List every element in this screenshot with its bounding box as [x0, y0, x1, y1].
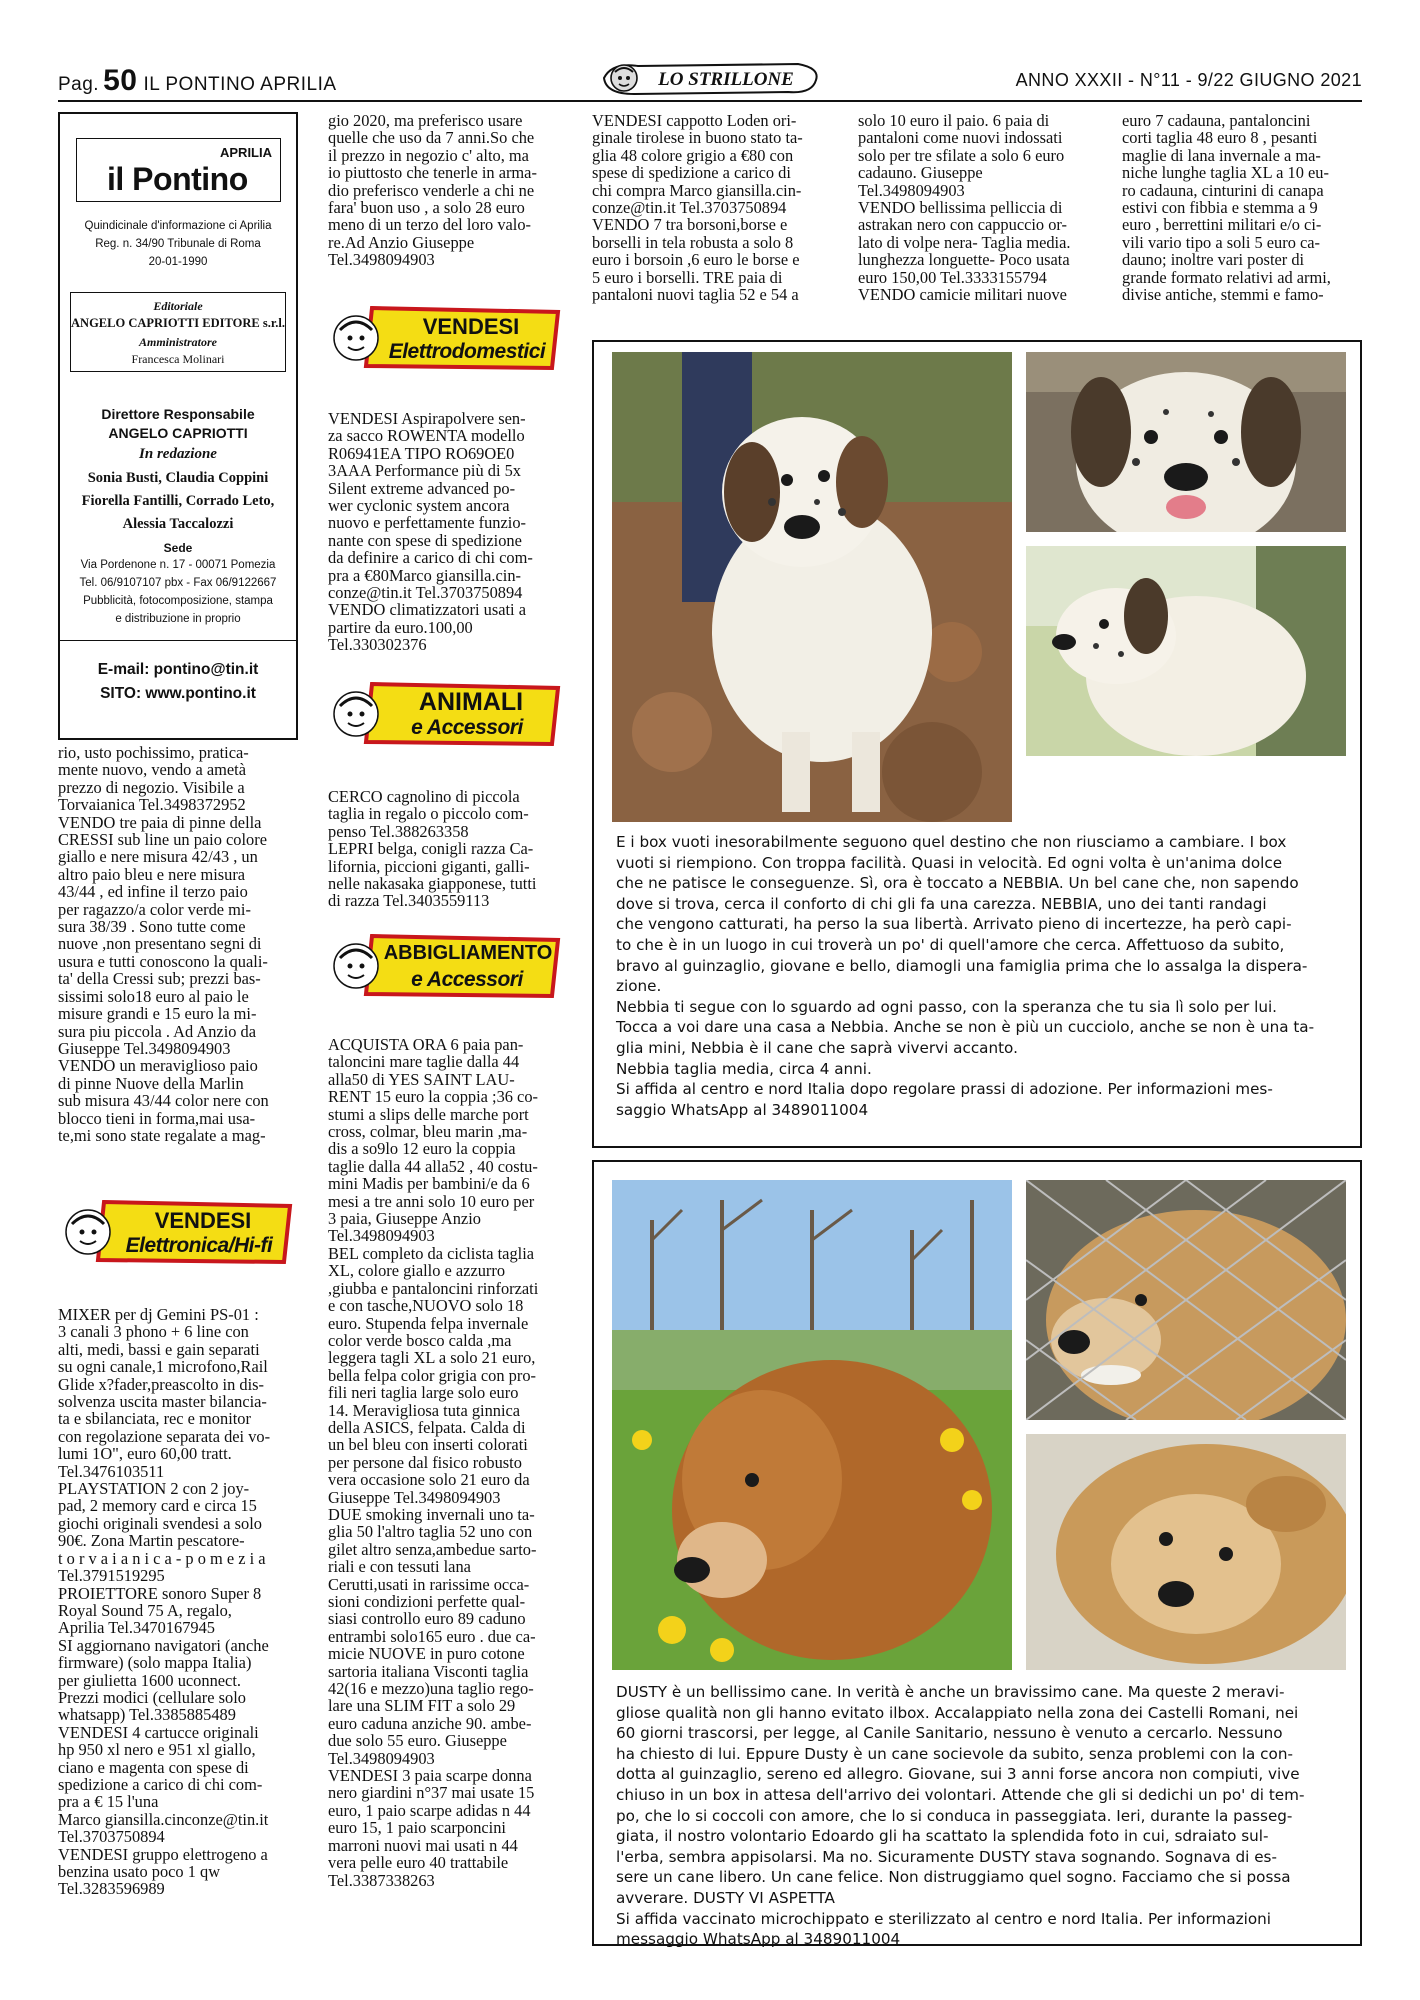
- masthead-reg-date: 20-01-1990: [148, 256, 208, 268]
- adoption-box-dusty: [592, 1160, 1362, 1949]
- dusty-photo-fence: [1026, 1180, 1346, 1420]
- masthead-title: il Pontino: [107, 161, 248, 197]
- staff-line-1: Sonia Busti, Claudia Coppini: [87, 470, 269, 486]
- classifieds-animali: CERCO cagnolino di piccola taglia in regalo o piccolo com- penso Tel.388263358 LEPRI belga, conigli razza Ca- lifornia, piccioni giganti, galli- nelle nakasaka giapponese, tutti di razza Tel.3403559113: [328, 787, 537, 911]
- classifieds-col4-top: solo 10 euro il paio. 6 paia di pantaloni come nuovi indossati solo per tre sfilate a solo 6 euro cadauno. Giuseppe Tel.3498094903 VENDO bellissima pelliccia di astrakan nero con cappuccio or- lato di volpe nera- Taglia media. lunghezza longuette- Poco usata euro 150,00 Tel.3333155794 VENDO camicie militari nuove: [858, 111, 1071, 305]
- banner-animali: [330, 680, 562, 750]
- admin-name: Francesca Molinari: [131, 352, 225, 366]
- page-number: 50: [103, 64, 138, 97]
- masthead-title-box: [76, 138, 281, 202]
- address: Via Pordenone n. 17 - 00071 Pomezia: [80, 559, 276, 571]
- contact-email: E-mail: pontino@tin.it: [97, 661, 259, 678]
- nebbia-description: E i box vuoti inesorabilmente seguono quel destino che non riusciamo a cambiare. I box vuoti si riempiono. Con troppa facilità. Quasi in velocità. Ed ogni volta è un'anima dolce che ne patisce le conseguenze. Sì, ora è toccato a NEBBIA. Un bel cane che, non sapendo dove si trova, cerca il conforto di chi gli fa una carezza. NEBBIA, uno dei tanti randagi che vengono catturati, ha perso la sua libertà. Arrivato pieno di incertezze, ha però capi- to che è in un luogo in cui troverà un po' di quell'amore che cerca. Affettuoso da subito, bravo al guinzaglio, giovane e bello, diamogli una famiglia prima che lo assalga la dispera- zione. Nebbia ti segue con lo sguardo ad ogni passo, con la speranza che tu sia lì solo per lui. Tocca a voi dare una casa a Nebbia. Anche se non è più un cucciolo, anche se non è una ta- glia mini, Nebbia è il cane che saprà vivervi accanto. Nebbia taglia media, circa 4 anni. Si affida al centro e nord Italia dopo regolare prassi di adozione. Per informazioni mes- saggio WhatsApp al 3489011004: [616, 833, 1315, 1119]
- classifieds-col3-top: VENDESI cappotto Loden ori- ginale tirolese in buono stato ta- glia 48 colore grigio a €80 con spese di spedizione a carico di chi compra Marco giansilla.cin- conze@tin.it Tel.3703750894 VENDO 7 tra borsoni,borse e borselli in tela robusta a solo 8 euro i borsoin ,6 euro le borse e 5 euro i borselli. TRE paia di pantaloni nuovi taglia 52 e 54 a: [592, 111, 803, 305]
- classifieds-abbigliamento: ACQUISTA ORA 6 paia pan- taloncini mare taglie dalla 44 alla50 di YES SAINT LAU- RENT 15 euro la coppia ;36 co- stumi a slips delle marche port cross, colmar, bleu marin ,ma- dis a so9lo 12 euro la coppia taglie dalla 44 alla52 , 40 costu- mini Madis per bambini/e da 6 mesi a tre anni solo 10 euro per 3 paia, Giuseppe Anzio Tel.3498094903 BEL completo da ciclista taglia XL, colore giallo e azzurro ,giubba e pantaloncini rinforzati e con tasche,NUOVO solo 18 euro. Stupenda felpa invernale color verde bosco calda ,ma leggera tagli XL a solo 21 euro, bella felpa color grigia con pro- fili neri taglia large solo euro 14. Meravigliosa tuta ginnica della ASICS, felpata. Calda di un bel bleu con inserti colorati per persone dal fisico robusto vera occasione solo 21 euro da Giuseppe Tel.3498094903 DUE smoking invernali uno ta- glia 50 l'altro taglia 52 uno con gilet altro senza,ambedue sarto- riali e con tessuti lana Cerutti,usati in rarissime occa- sioni condizioni perfette qual- siasi controllo euro 89 caduno entrambi solo165 euro . due ca- micie NUOVE in puro cotone sartoria italiana Visconti taglia 42(16 e mezzo)una taglio rego- lare una SLIM FIT a solo 29 euro caduna anziche 90. ambe- due solo 55 euro. Giuseppe Tel.3498094903 VENDESI 3 paia scarpe donna nero giardini n°37 mai usate 15 euro, 1 paio scarpe adidas n 44 euro 15, 1 paio scarponcini marroni nuovi mai usati n 44 vera pelle euro 40 trattabile Tel.3387338263: [328, 1035, 539, 1890]
- publisher-name: ANGELO CAPRIOTTI EDITORE s.r.l.: [71, 316, 285, 330]
- issue-info: ANNO XXXII - N°11 - 9/22 GIUGNO 2021: [1015, 70, 1362, 90]
- page-header-left: [58, 64, 337, 98]
- director-label: Direttore Responsabile: [101, 406, 255, 422]
- banner-vendesi-elettrodomestici: [330, 304, 562, 374]
- logo-text: LO STRILLONE: [658, 69, 794, 90]
- masthead-divider: [60, 640, 296, 641]
- banner-subtitle: Elettrodomestici: [388, 340, 546, 363]
- classifieds-col2-top: gio 2020, ma preferisco usare quelle che uso da 7 anni.So che il prezzo in negozio c' alto, ma io piuttosto che tenerle in arma- dio preferisco venderle a chi ne fara' buon uso , a solo 28 euro meno di un terzo del loro valo- re.Ad Anzio Giuseppe Tel.3498094903: [328, 111, 537, 270]
- masthead-subtitle: Quindicinale d'informazione ci Aprilia: [84, 220, 272, 232]
- contact-site: SITO: www.pontino.it: [100, 685, 256, 702]
- editorial-label: Editoriale: [153, 299, 203, 313]
- nebbia-photo-main: [612, 352, 1012, 822]
- classifieds-col1-top: rio, usto pochissimo, pratica- mente nuovo, vendo a ametà prezzo di negozio. Visibile a Torvaianica Tel.3498372952 VENDO tre paia di pinne della CRESSI sub line un paio colore giallo e nere misura 42/43 , un altro paio bleu e nere misura 43/44 , ed infine il terzo paio per ragazzo/a color verde mi- sura 38/39 . Sono tutte come nuove ,non presentano segni di usura e tutti conoscono la quali- ta' della Cressi sub; prezzi bas- sissimi solo18 euro al paio le misure grandi e 15 euro la mi- sura piu piccola . Ad Anzio da Giuseppe Tel.3498094903 VENDO un meraviglioso paio di pinne Nuove della Marlin sub misura 43/44 color nere con blocco tieni in forma,mai usa- te,mi sono state regalate a mag-: [58, 743, 269, 1145]
- masthead-box: [58, 112, 298, 740]
- masthead-registration: Reg. n. 34/90 Tribunale di Roma: [95, 238, 261, 250]
- classifieds-col1-bottom: MIXER per dj Gemini PS-01 : 3 canali 3 phono + 6 line con alti, medi, bassi e gain separati su ogni canale,1 microfono,Rail Glide x?fader,preascolto in dis- solvenza uscita master bilancia- ta e sbilanciata, rec e monitor con regolazione separata dei vo- lumi 1O", euro 60,00 tratt. Tel.3476103511 PLAYSTATION 2 con 2 joy- pad, 2 memory card e circa 15 giochi originali svendesi a solo 90€. Zona Martin pescatore- t o r v a i a n i c a - p o m e z i a Tel.3791519295 PROIETTORE sonoro Super 8 Royal Sound 75 A, regalo, Aprilia Tel.3470167945 SI aggiornano navigatori (anche firmware) (solo mappa Italia) per giulietta 1600 uconnect. Prezzi modici (cellulare solo whatsapp) Tel.3385885489 VENDESI 4 cartucce originali hp 950 xl nero e 951 xl giallo, ciano e magenta con spese di spedizione a carico di chi com- pra a € 15 l'una Marco giansilla.cinconze@tin.it Tel.3703750894 VENDESI gruppo elettrogeno a benzina usato poco 1 qw Tel.3283596989: [58, 1305, 271, 1899]
- nebbia-photo-face: [1026, 352, 1346, 532]
- nebbia-photo-profile: [1026, 546, 1346, 756]
- dusty-description: DUSTY è un bellissimo cane. In verità è anche un bravissimo cane. Ma queste 2 meravi- gliose qualità non gli hanno evitato ilbox. Accalappiato nella zona dei Castelli Romani, nei 60 giorni trascorsi, per legge, al Canile Sanitario, nessuno è venuto a cercarlo. Nessuno ha chiesto di lui. Eppure Dusty è un cane socievole da subito, senza problemi con la con- dotta al guinzaglio, sereno ed allegro. Giovane, sui 3 anni forse ancora non compiuti, vive chiuso in un box in attesa dell'arrivo dei volontari. Attende che gli si dedichi un po' di tem- po, che lo si coccoli con amore, che lo si conduca in passeggiata. Ieri, durante la passeg- giata, il nostro volontario Edoardo gli ha scattato la splendida foto in cui, sdraiato sul- l'erba, sembra appisolarsi. Ma no. Sicuramente DUSTY stava sognando. Sognava di es- sere un cane libero. Un cane felice. Non distruggiamo quel sogno. Facciamo che si possa avverare. DUSTY VI ASPETTA Si affida vaccinato microchippato e sterilizzato al centro e nord Italia. Per informazioni messaggio WhatsApp al 3489011004: [616, 1683, 1305, 1949]
- banner-title: ANIMALI: [418, 688, 524, 716]
- publication-name: IL PONTINO APRILIA: [143, 74, 337, 95]
- classifieds-col5-top: euro 7 cadauna, pantaloncini corti taglia 48 euro 8 , pesanti maglie di lana invernale a ma- niche lunghe taglia XL a 10 eu- ro cadauna, cinturini di canapa estivi con fibbia e stemma a 9 euro , berrettini militari e/o ci- vili vario tipo a soli 5 euro ca- dauno; inoltre vari poster di grande formato relativi ad armi, divise antiche, stemmi e famo-: [1122, 111, 1331, 305]
- banner-title: VENDESI: [154, 1208, 252, 1233]
- services-line-1: Pubblicità, fotocomposizione, stampa: [83, 595, 273, 607]
- banner-subtitle: e Accessori: [411, 716, 523, 739]
- staff-line-2: Fiorella Fantilli, Corrado Leto,: [81, 493, 275, 509]
- director-name: ANGELO CAPRIOTTI: [108, 425, 248, 441]
- banner-title: ABBIGLIAMENTO: [383, 942, 553, 964]
- staff-label: In redazione: [139, 446, 217, 462]
- seat-label: Sede: [163, 541, 193, 555]
- banner-subtitle: e Accessori: [411, 968, 523, 991]
- staff-line-3: Alessia Taccalozzi: [122, 516, 234, 532]
- page-label: Pag.: [58, 74, 100, 95]
- dusty-photo-main: [612, 1180, 1012, 1670]
- classifieds-elettrodomestici: VENDESI Aspirapolvere sen- za sacco ROWENTA modello R06941EA TIPO RO69OE0 3AAA Performance più di 5x Silent extreme advanced po- wer cyclonic system ancora nuovo e perfettamente funzio- nante con spese di spedizione da definire a carico di chi com- pra a €80Marco giansilla.cin- conze@tin.it Tel.3703750894 VENDO climatizzatori usati a partire da euro.100,00 Tel.330302376: [328, 409, 533, 655]
- services-line-2: e distribuzione in proprio: [115, 613, 241, 625]
- banner-abbigliamento: [330, 932, 562, 1002]
- banner-subtitle: Elettronica/Hi-fi: [125, 1234, 273, 1257]
- header-rule: [58, 100, 1362, 102]
- dusty-photo-lying: [1026, 1434, 1346, 1670]
- adoption-box-nebbia: [592, 340, 1362, 1148]
- lo-strillone-logo: [598, 58, 822, 98]
- banner-title: VENDESI: [422, 314, 520, 339]
- phone-fax: Tel. 06/9107107 pbx - Fax 06/9122667: [79, 577, 277, 589]
- masthead-city: APRILIA: [220, 145, 272, 160]
- admin-label: Amministratore: [138, 335, 218, 349]
- banner-vendesi-elettronica: [62, 1198, 294, 1268]
